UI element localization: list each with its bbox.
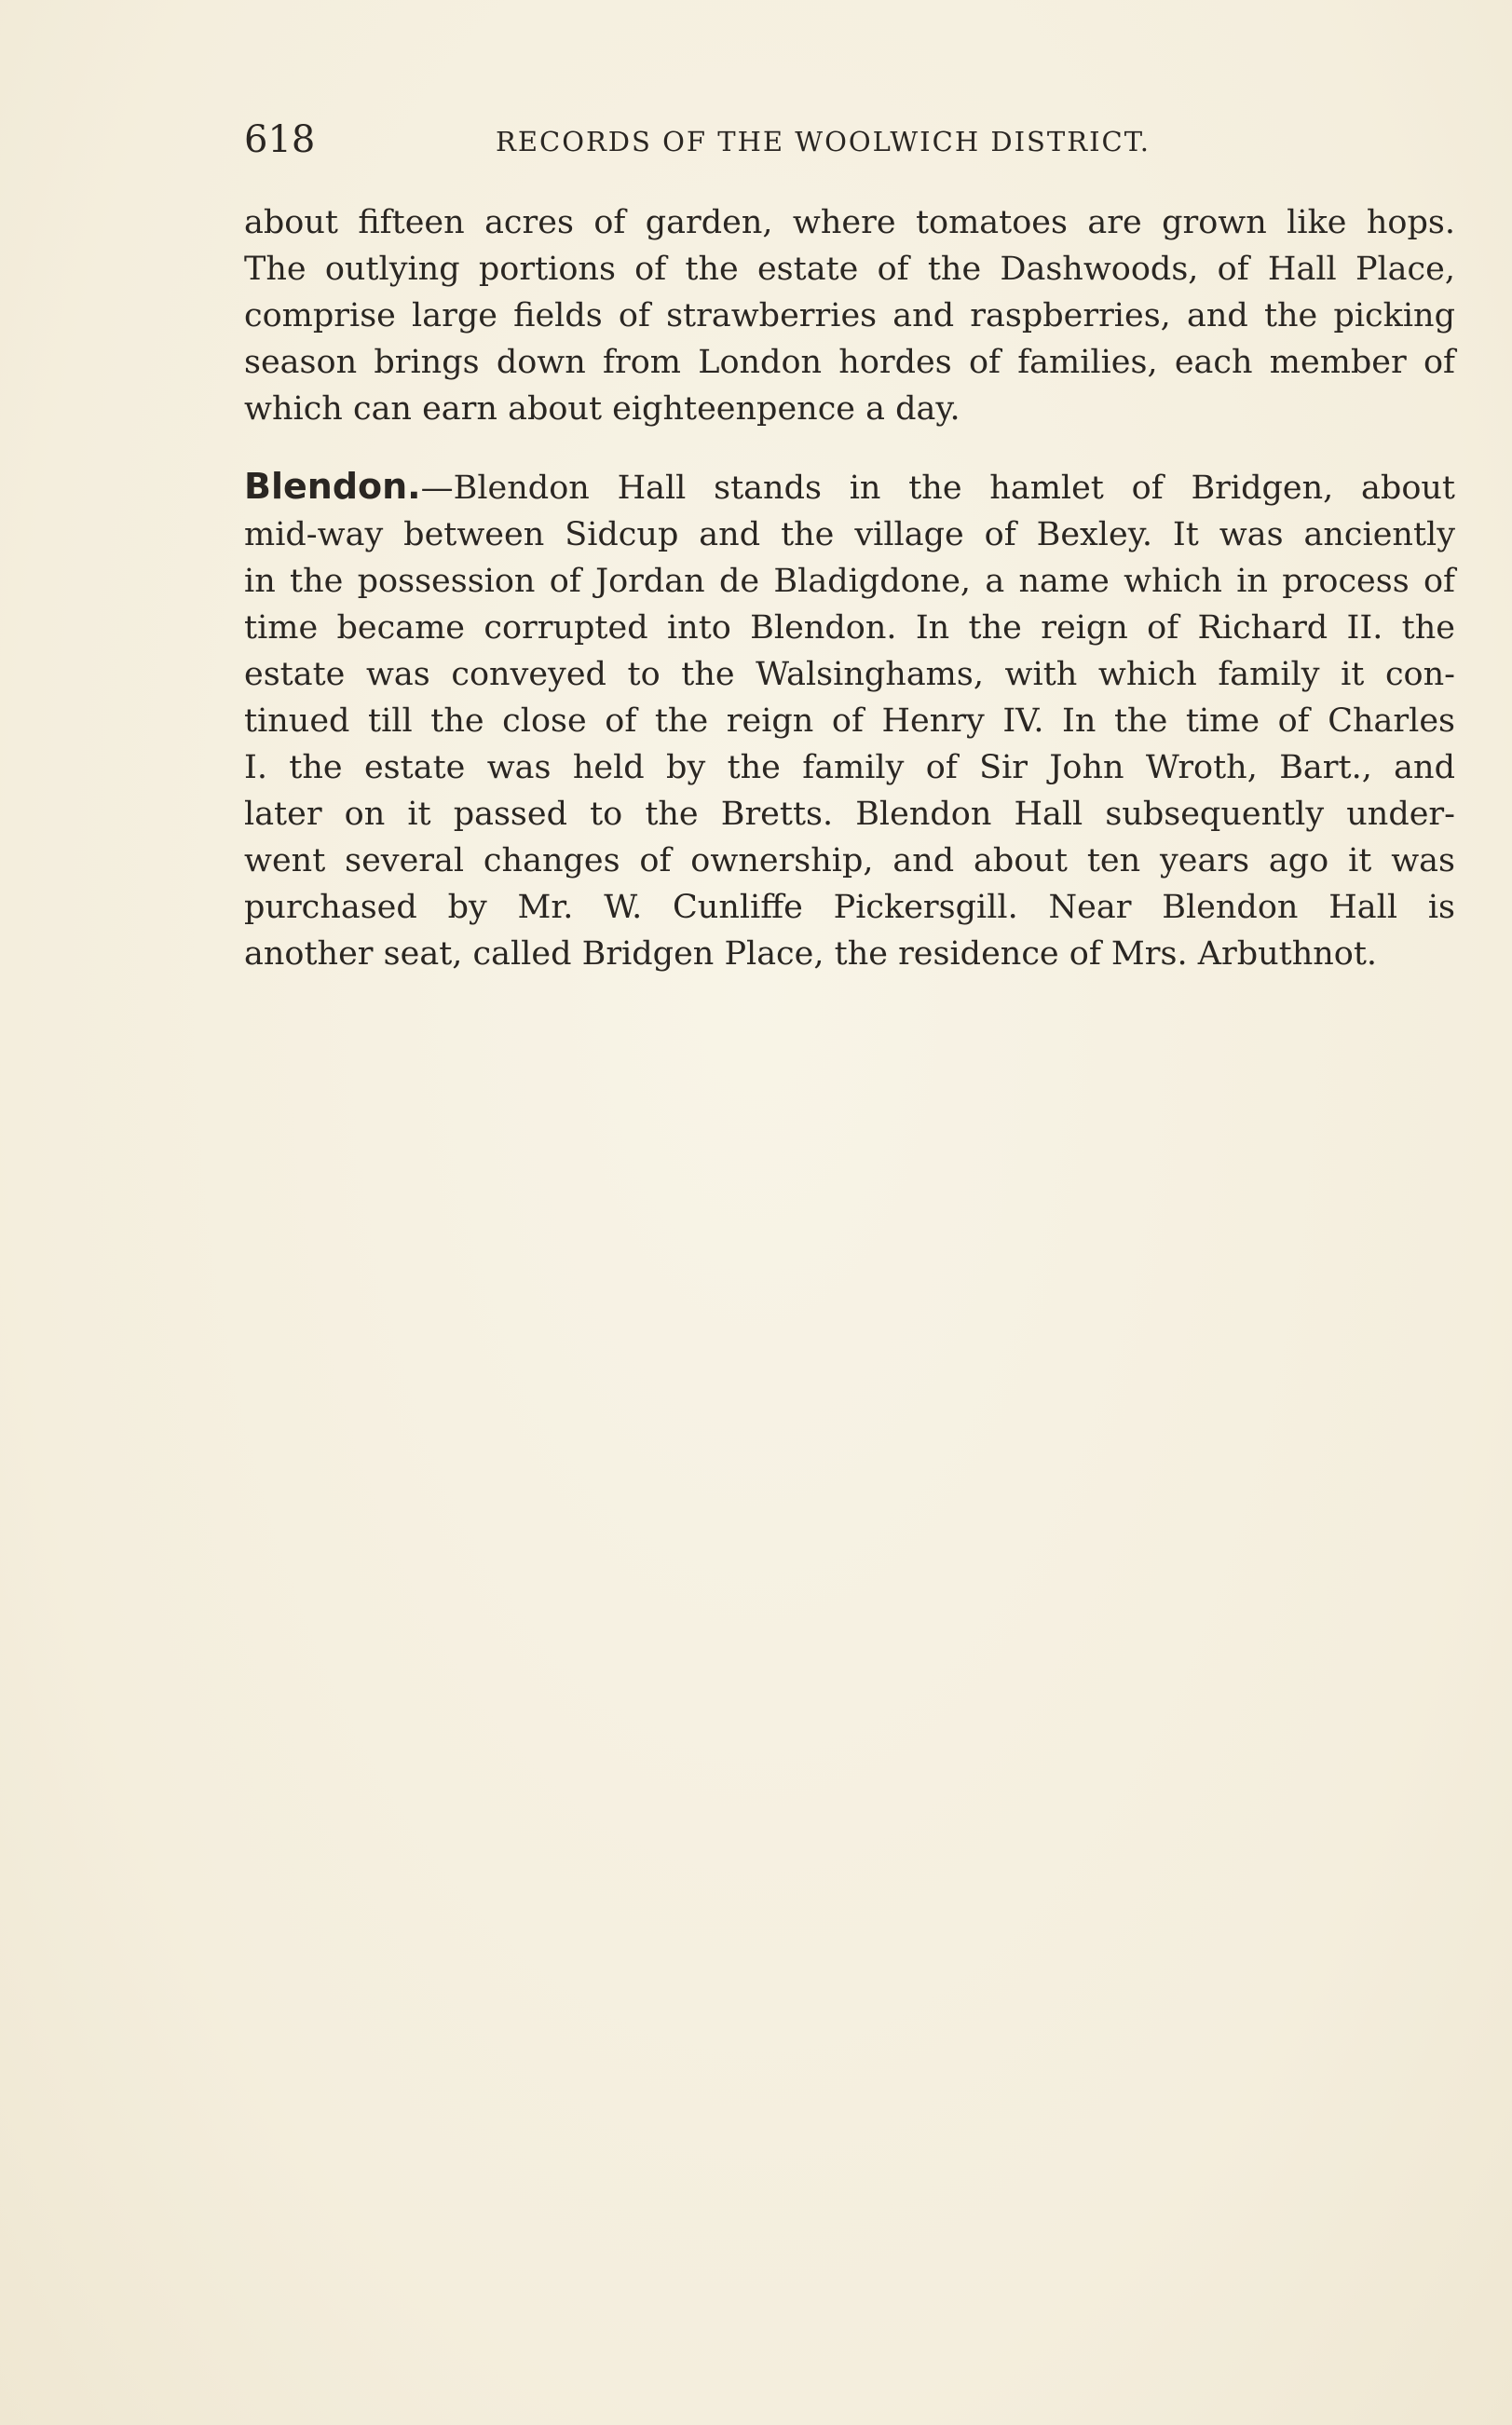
paragraph-gap: [244, 432, 1455, 463]
text-line: in the possession of Jordan de Bladigdone, a name which in process of: [244, 563, 1455, 600]
text-line-rest: —Blendon Hall stands in the hamlet of Bridgen, about: [420, 470, 1455, 507]
section-heading: Blendon.: [244, 466, 421, 507]
text-line: about fifteen acres of garden, where tomatoes are grown like hops.: [244, 204, 1455, 241]
text-line: time became corrupted into Blendon. In the reign of Richard II. the: [244, 609, 1455, 647]
text-line-with-heading: [244, 463, 1455, 511]
text-line: went several changes of ownership, and about ten years ago it was: [244, 842, 1455, 879]
paragraph-tomatoes: [244, 199, 1455, 432]
running-head: RECORDS OF THE WOOLWICH DISTRICT.: [496, 126, 1151, 157]
text-line: which can earn about eighteenpence a day.: [244, 390, 960, 428]
text-line: The outlying portions of the estate of the Dashwoods, of Hall Place,: [244, 251, 1455, 288]
text-line: purchased by Mr. W. Cunliffe Pickersgill. Near Blendon Hall is: [244, 889, 1455, 926]
text-line: another seat, called Bridgen Place, the residence of Mrs. Arbuthnot.: [244, 935, 1378, 973]
text-line: I. the estate was held by the family of Sir John Wroth, Bart., and: [244, 749, 1455, 786]
text-line: season brings down from London hordes of families, each member of: [244, 344, 1455, 381]
text-line: tinued till the close of the reign of Henry IV. In the time of Charles: [244, 702, 1455, 740]
text-line: later on it passed to the Bretts. Blendon Hall subsequently under-: [244, 796, 1455, 833]
page-header: [244, 116, 1455, 163]
body-text: [244, 199, 1455, 977]
page-number: 618: [244, 118, 316, 161]
text-line: comprise large fields of strawberries and raspberries, and the picking: [244, 297, 1455, 334]
paragraph-blendon: [244, 463, 1455, 977]
text-line: mid-way between Sidcup and the village of Bexley. It was anciently: [244, 516, 1455, 553]
text-line: estate was conveyed to the Walsinghams, with which family it con-: [244, 656, 1455, 693]
